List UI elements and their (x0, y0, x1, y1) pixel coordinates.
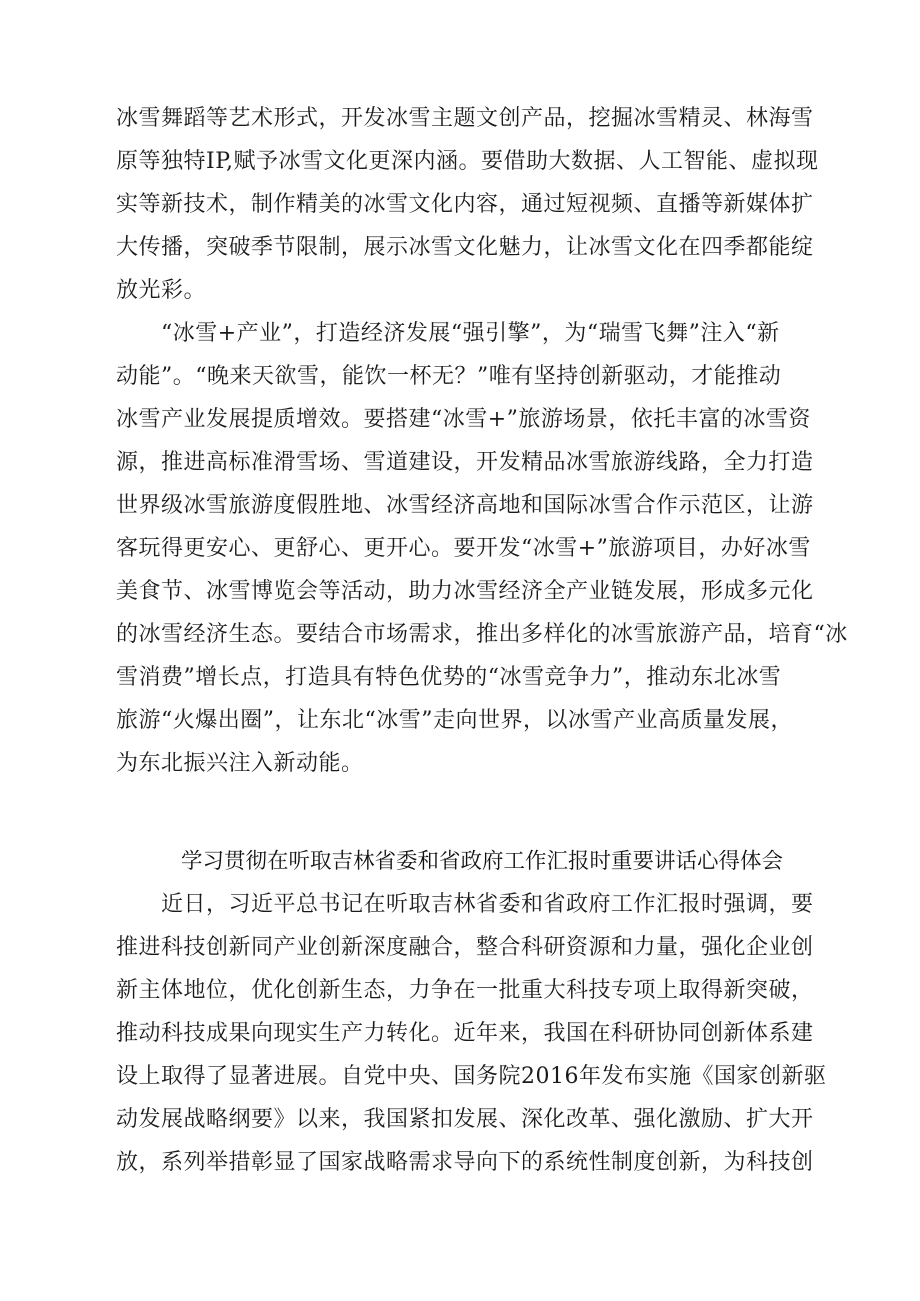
text-line: 设上取得了显著进展。自党中央、国务院2016年发布实施《国家创新驱 (116, 1064, 827, 1089)
text-line: 推进科技创新同产业创新深度融合，整合科研资源和力量，强化企业创 (116, 935, 814, 960)
text-line: 美食节、冰雪博览会等活动，助力冰雪经济全产业链发展，形成多元化 (116, 579, 814, 604)
paragraph-tech-innovation (116, 883, 848, 1184)
text-line: “冰雪+产业”，打造经济发展“强引擎”，为“瑞雪飞舞”注入“新 (116, 321, 780, 346)
text-line: 动发展战略纲要》以来，我国紧扣发展、深化改革、强化激励、扩大开 (116, 1107, 814, 1132)
text-line: 的冰雪经济生态。要结合市场需求，推出多样化的冰雪旅游产品，培育“冰 (116, 622, 848, 647)
text-line: 实等新技术，制作精美的冰雪文化内容，通过短视频、直播等新媒体扩 (116, 192, 814, 217)
text-line: 旅游“火爆出圈”，让东北“冰雪”走向世界，以冰雪产业高质量发展， (116, 708, 793, 733)
text-line: 近日，习近平总书记在听取吉林省委和省政府工作汇报时强调，要 (116, 892, 814, 917)
text-line: 推动科技成果向现实生产力转化。近年来，我国在科研协同创新体系建 (116, 1021, 814, 1046)
text-line: 源，推进高标准滑雪场、雪道建设，开发精品冰雪旅游线路，全力打造 (116, 450, 814, 475)
paragraph-ice-snow-culture (116, 97, 848, 312)
text-line: 冰雪产业发展提质增效。要搭建“冰雪+”旅游场景，依托丰富的冰雪资 (116, 407, 811, 432)
paragraph-ice-snow-industry (116, 312, 848, 785)
text-line: 新主体地位，优化创新生态，力争在一批重大科技专项上取得新突破， (116, 978, 814, 1003)
text-line: 动能”。“晚来天欲雪，能饮一杯无？”唯有坚持创新驱动，才能推动 (116, 364, 782, 389)
text-line: 放光彩。 (116, 278, 207, 303)
text-line: 放，系列举措彰显了国家战略需求导向下的系统性制度创新，为科技创 (116, 1150, 814, 1175)
text-line: 为东北振兴注入新动能。 (116, 751, 364, 776)
section-heading: 学习贯彻在听取吉林省委和省政府工作汇报时重要讲话心得体会 (180, 849, 783, 874)
text-line: 雪消费”增长点，打造具有特色优势的“冰雪竞争力”，推动东北冰雪 (116, 665, 782, 690)
text-line: 客玩得更安心、更舒心、更开心。要开发“冰雪+”旅游项目，办好冰雪 (116, 536, 811, 561)
text-line: 原等独特IP,赋予冰雪文化更深内涵。要借助大数据、人工智能、虚拟现 (116, 149, 819, 174)
text-line: 世界级冰雪旅游度假胜地、冰雪经济高地和国际冰雪合作示范区，让游 (116, 493, 814, 518)
text-line: 大传播，突破季节限制，展示冰雪文化魅力，让冰雪文化在四季都能绽 (116, 235, 814, 260)
text-line: 冰雪舞蹈等艺术形式，开发冰雪主题文创产品，挖掘冰雪精灵、林海雪 (116, 106, 814, 131)
